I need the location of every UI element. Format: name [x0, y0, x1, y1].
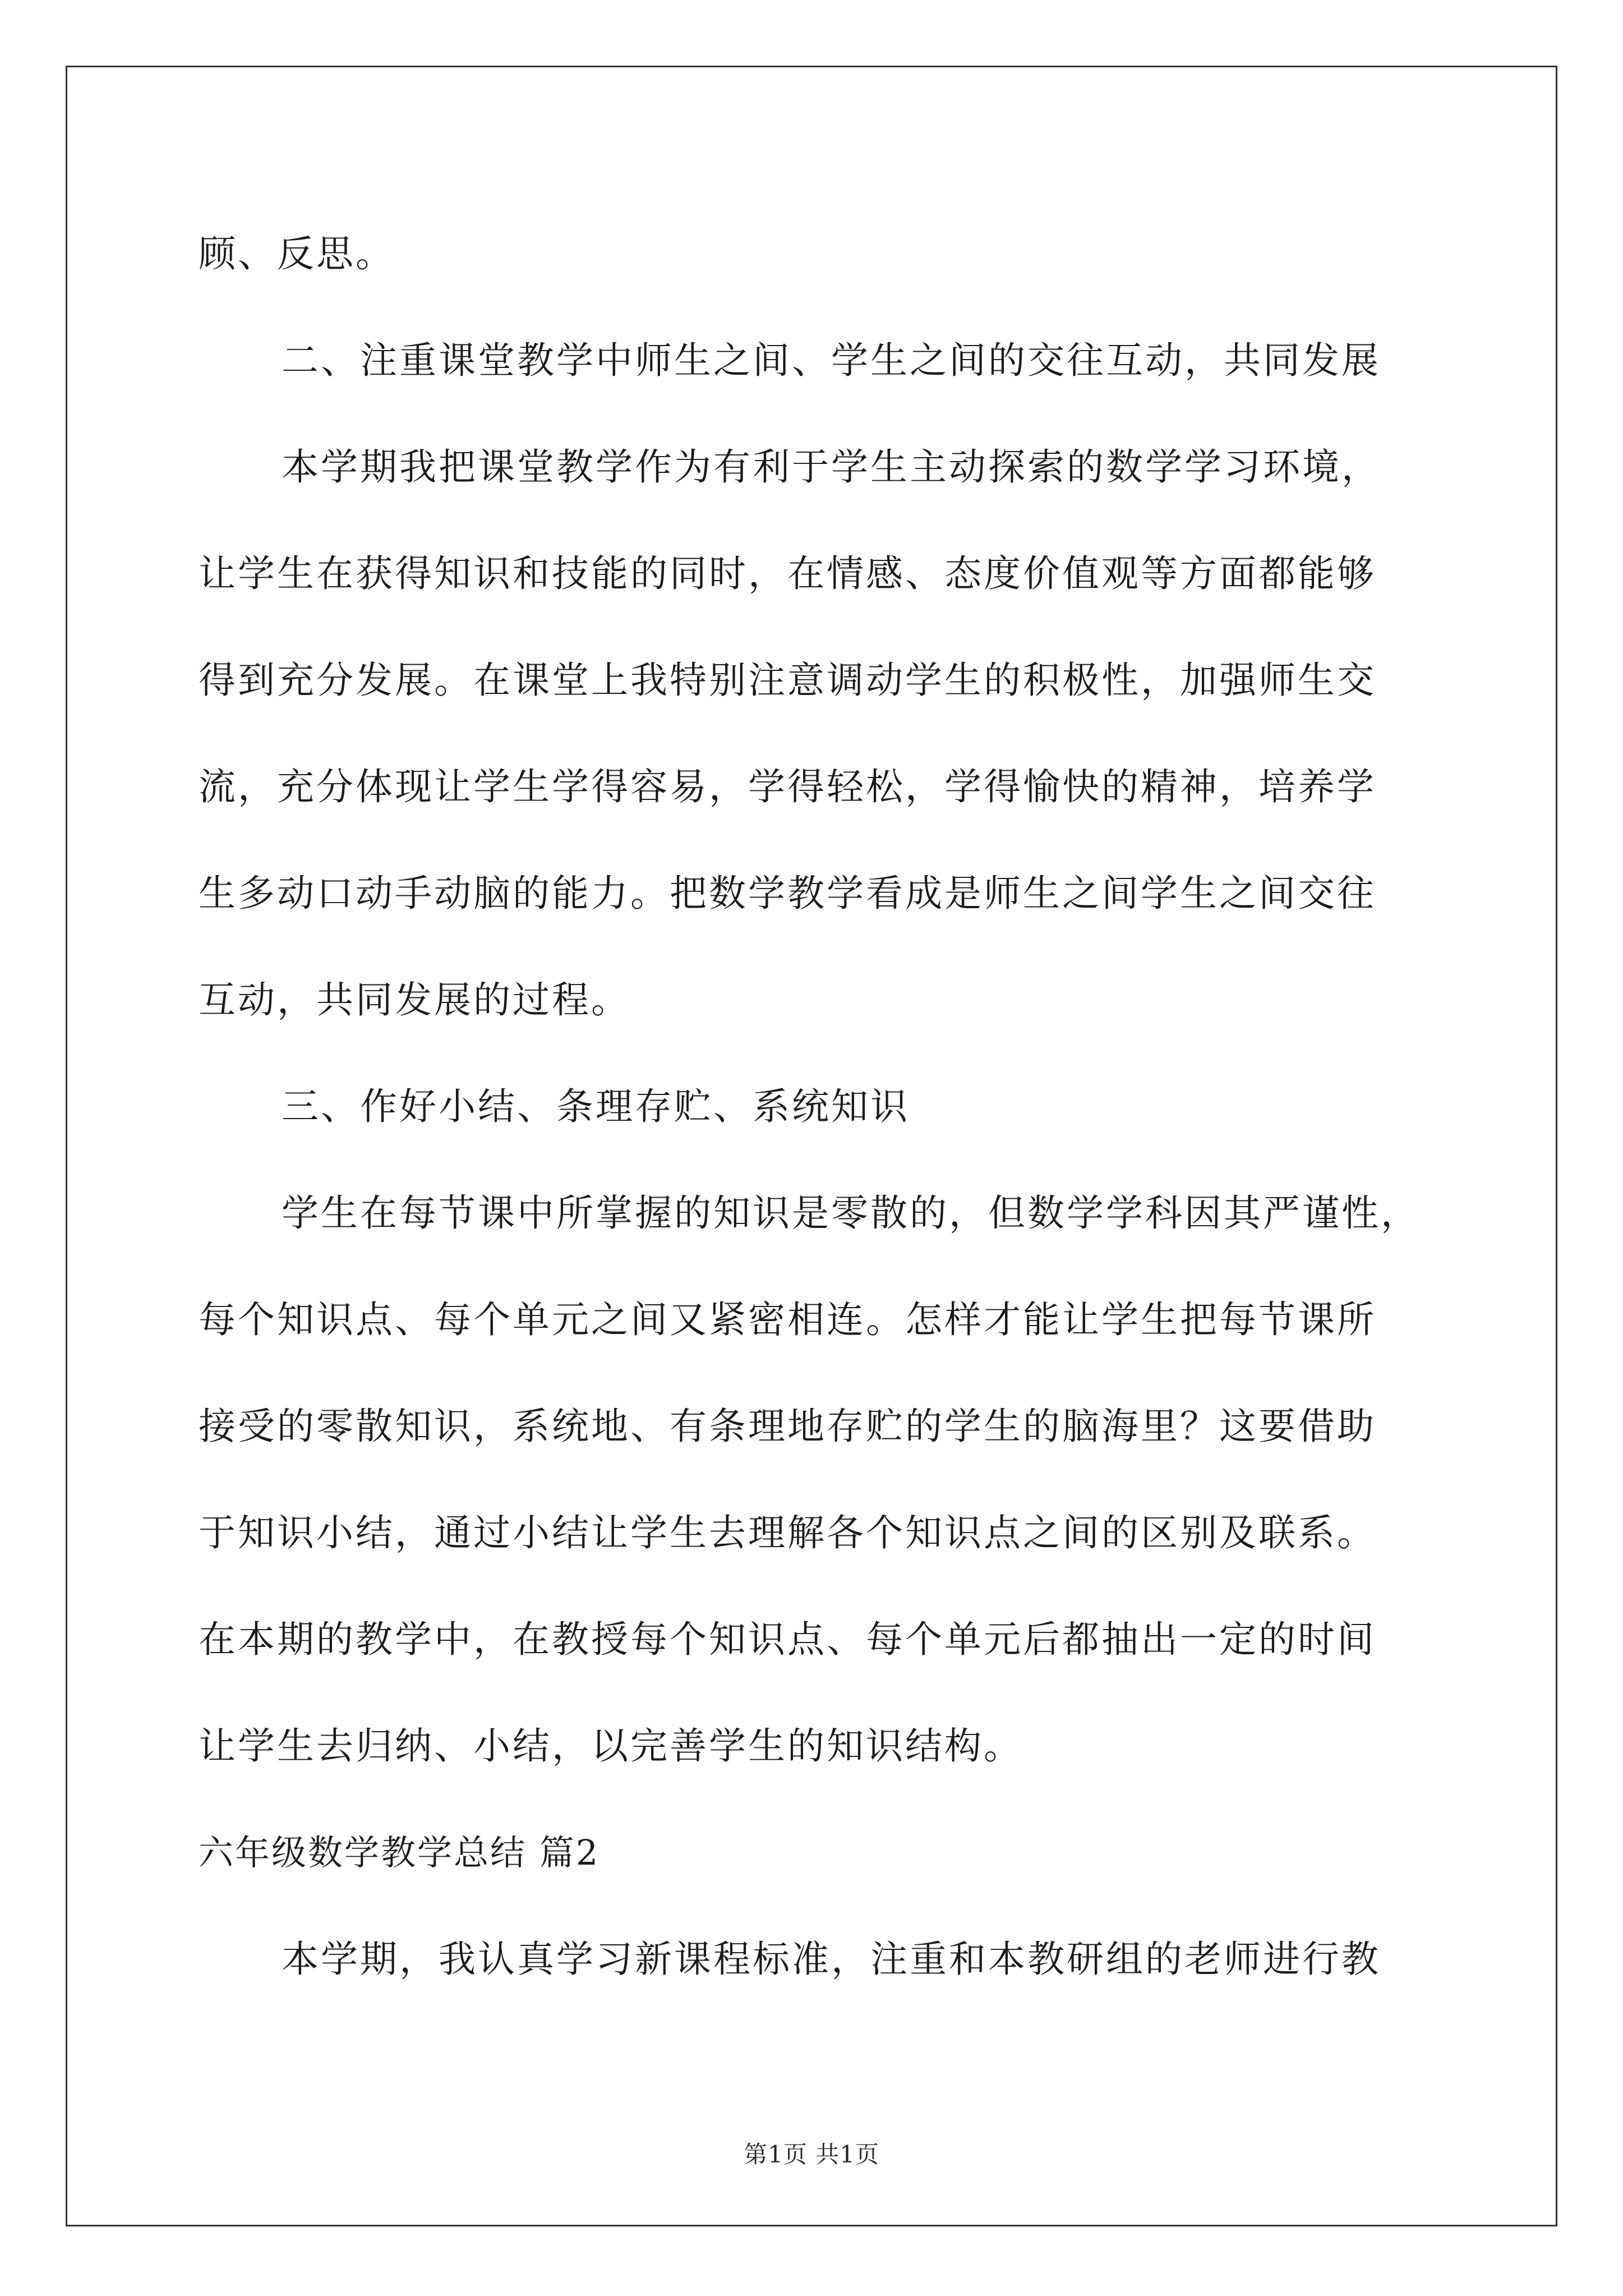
text-line-11: 每个知识点、每个单元之间又紧密相连。怎样才能让学生把每节课所	[199, 1298, 1376, 1341]
text-line-15: 让学生去归纳、小结，以完善学生的知识结构。	[199, 1724, 1023, 1768]
section-heading-2: 二、注重课堂教学中师生之间、学生之间的交往互动，共同发展	[282, 339, 1381, 382]
text-line-4: 让学生在获得知识和技能的同时，在情感、态度价值观等方面都能够	[199, 552, 1376, 595]
page-footer: 第1页 共1页	[744, 2141, 879, 2168]
section-heading-3: 三、作好小结、条理存贮、系统知识	[282, 1085, 910, 1128]
text-line-12: 接受的零散知识，系统地、有条理地存贮的学生的脑海里？这要借助	[199, 1405, 1376, 1448]
text-line-8: 互动，共同发展的过程。	[199, 978, 630, 1022]
document-body	[199, 201, 1438, 2013]
text-line-10: 学生在每节课中所掌握的知识是零散的，但数学学科因其严谨性，	[282, 1191, 1420, 1235]
text-line-13: 于知识小结，通过小结让学生去理解各个知识点之间的区别及联系。	[199, 1511, 1376, 1554]
text-line-1: 顾、反思。	[199, 232, 395, 275]
text-line-14: 在本期的教学中，在教授每个知识点、每个单元后都抽出一定的时间	[199, 1618, 1376, 1661]
text-line-7: 生多动口动手动脑的能力。把数学教学看成是师生之间学生之间交往	[199, 872, 1376, 915]
text-line-3: 本学期我把课堂教学作为有利于学生主动探索的数学学习环境，	[282, 445, 1381, 489]
article-title-part-2: 六年级数学教学总结 篇2	[199, 1832, 600, 1873]
text-line-17: 本学期，我认真学习新课程标准，注重和本教研组的老师进行教	[282, 1938, 1381, 1981]
text-line-6: 流，充分体现让学生学得容易，学得轻松，学得愉快的精神，培养学	[199, 765, 1376, 808]
text-line-5: 得到充分发展。在课堂上我特别注意调动学生的积极性，加强师生交	[199, 659, 1376, 702]
